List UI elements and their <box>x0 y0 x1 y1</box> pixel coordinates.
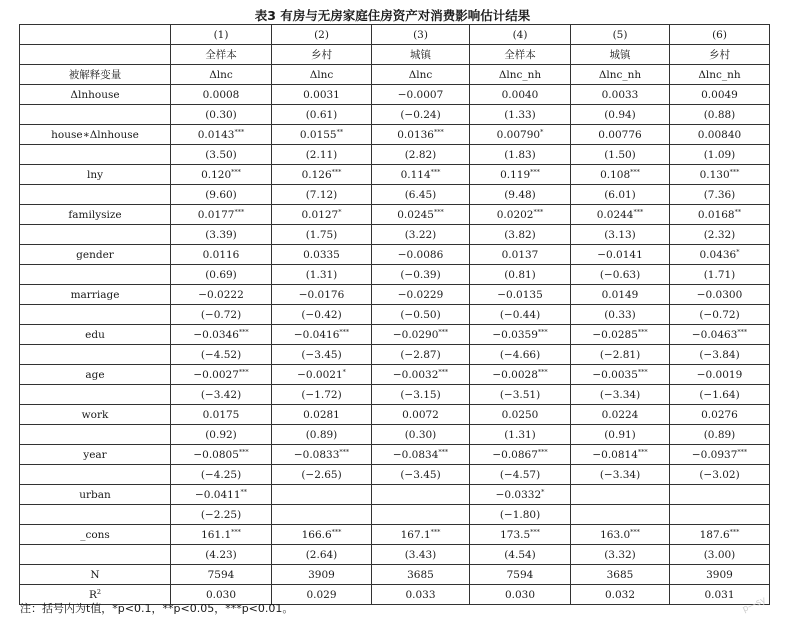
coef-cell: 0.0168** <box>670 205 770 225</box>
tstat-row <box>20 105 770 125</box>
coef-row <box>20 165 770 185</box>
dep-var: Δlnc <box>171 65 272 85</box>
coef-cell: 0.0245*** <box>372 205 470 225</box>
tstat-row <box>20 225 770 245</box>
coef-cell: 0.108*** <box>571 165 670 185</box>
coef-cell: 0.0175 <box>171 405 272 425</box>
tstat-cell: (−4.66) <box>470 345 571 365</box>
tstat-cell <box>272 505 372 525</box>
col-sample: 城镇 <box>571 45 670 65</box>
coef-cell: −0.0007 <box>372 85 470 105</box>
coef-cell: −0.0141 <box>571 245 670 265</box>
coef-cell: 0.0149 <box>571 285 670 305</box>
coef-cell: −0.0290*** <box>372 325 470 345</box>
variable-label-blank <box>20 425 171 445</box>
tstat-cell: (−0.44) <box>470 305 571 325</box>
coef-cell: −0.0867*** <box>470 445 571 465</box>
tstat-cell: (−1.80) <box>470 505 571 525</box>
coef-cell: −0.0285*** <box>571 325 670 345</box>
coef-cell: −0.0332* <box>470 485 571 505</box>
variable-label: edu <box>20 325 171 345</box>
tstat-row <box>20 505 770 525</box>
tstat-cell: (9.48) <box>470 185 571 205</box>
coef-cell: 0.0049 <box>670 85 770 105</box>
coef-cell: 0.0072 <box>372 405 470 425</box>
variable-label: familysize <box>20 205 171 225</box>
tstat-cell: (−2.65) <box>272 465 372 485</box>
dep-var: Δlnc_nh <box>470 65 571 85</box>
tstat-cell: (1.33) <box>470 105 571 125</box>
tstat-cell: (3.39) <box>171 225 272 245</box>
variable-label: marriage <box>20 285 171 305</box>
variable-label: urban <box>20 485 171 505</box>
col-number: (5) <box>571 25 670 45</box>
coef-cell: −0.0019 <box>670 365 770 385</box>
tstat-cell: (3.00) <box>670 545 770 565</box>
n-row <box>20 565 770 585</box>
tstat-cell: (0.81) <box>470 265 571 285</box>
tstat-cell: (0.89) <box>670 425 770 445</box>
coef-row <box>20 125 770 145</box>
coef-cell: 0.0136*** <box>372 125 470 145</box>
coef-cell: −0.0359*** <box>470 325 571 345</box>
coef-cell: −0.0937*** <box>670 445 770 465</box>
tstat-cell: (0.69) <box>171 265 272 285</box>
tstat-cell: (9.60) <box>171 185 272 205</box>
variable-label: lny <box>20 165 171 185</box>
coef-cell: −0.0028*** <box>470 365 571 385</box>
tstat-cell: (7.12) <box>272 185 372 205</box>
tstat-cell: (−0.42) <box>272 305 372 325</box>
tstat-cell: (1.50) <box>571 145 670 165</box>
tstat-cell: (−3.02) <box>670 465 770 485</box>
tstat-cell: (2.11) <box>272 145 372 165</box>
n-label: N <box>20 565 171 585</box>
tstat-row <box>20 185 770 205</box>
tstat-cell: (3.43) <box>372 545 470 565</box>
coef-row <box>20 325 770 345</box>
tstat-cell: (−3.15) <box>372 385 470 405</box>
coef-cell: −0.0346*** <box>171 325 272 345</box>
r2-label: $R^2$ <box>20 585 171 605</box>
tstat-cell: (3.82) <box>470 225 571 245</box>
variable-label: age <box>20 365 171 385</box>
tstat-cell: (1.31) <box>272 265 372 285</box>
coef-cell: −0.0176 <box>272 285 372 305</box>
coef-cell: 0.0116 <box>171 245 272 265</box>
coef-cell: 166.6*** <box>272 525 372 545</box>
coef-row <box>20 365 770 385</box>
col-sample: 乡村 <box>670 45 770 65</box>
coef-cell: 0.0008 <box>171 85 272 105</box>
variable-label-blank <box>20 185 171 205</box>
dep-var: Δlnc <box>272 65 372 85</box>
col-sample: 全样本 <box>171 45 272 65</box>
coef-cell: −0.0027*** <box>171 365 272 385</box>
tstat-cell: (1.75) <box>272 225 372 245</box>
tstat-row <box>20 425 770 445</box>
dep-var-label: 被解释变量 <box>20 65 171 85</box>
tstat-cell: (3.50) <box>171 145 272 165</box>
coef-cell: −0.0086 <box>372 245 470 265</box>
tstat-row <box>20 265 770 285</box>
tstat-cell: (0.88) <box>670 105 770 125</box>
coef-cell: 0.0335 <box>272 245 372 265</box>
coef-cell: 0.126*** <box>272 165 372 185</box>
variable-label-blank <box>20 385 171 405</box>
coef-row <box>20 245 770 265</box>
tstat-cell: (0.94) <box>571 105 670 125</box>
n-cell: 3685 <box>571 565 670 585</box>
coef-cell: 167.1*** <box>372 525 470 545</box>
header-row-samples <box>20 45 770 65</box>
header-row-dependent-variable <box>20 65 770 85</box>
tstat-cell <box>372 505 470 525</box>
table-body <box>20 25 770 605</box>
coef-row <box>20 445 770 465</box>
tstat-cell: (−4.52) <box>171 345 272 365</box>
coef-cell: 0.0040 <box>470 85 571 105</box>
coef-cell: 0.0127* <box>272 205 372 225</box>
coef-cell: 0.00790* <box>470 125 571 145</box>
coef-row <box>20 285 770 305</box>
col-number: (2) <box>272 25 372 45</box>
tstat-row <box>20 345 770 365</box>
tstat-cell: (−3.84) <box>670 345 770 365</box>
variable-label: year <box>20 445 171 465</box>
col-sample: 全样本 <box>470 45 571 65</box>
tstat-cell: (−3.34) <box>571 465 670 485</box>
coef-cell: 0.0202*** <box>470 205 571 225</box>
coef-cell: −0.0805*** <box>171 445 272 465</box>
coef-row <box>20 205 770 225</box>
tstat-cell: (−0.24) <box>372 105 470 125</box>
regression-table <box>19 24 770 605</box>
watermark: p—sy <box>741 595 768 615</box>
coef-cell <box>372 485 470 505</box>
tstat-cell: (−0.72) <box>171 305 272 325</box>
coef-cell: 0.0177*** <box>171 205 272 225</box>
tstat-cell: (6.45) <box>372 185 470 205</box>
coef-cell: −0.0834*** <box>372 445 470 465</box>
header-corner <box>20 25 171 45</box>
coef-cell: 163.0*** <box>571 525 670 545</box>
r2-cell: 0.029 <box>272 585 372 605</box>
tstat-cell: (0.30) <box>171 105 272 125</box>
coef-cell: 0.0137 <box>470 245 571 265</box>
coef-cell: −0.0814*** <box>571 445 670 465</box>
r2-cell: 0.030 <box>171 585 272 605</box>
header-corner <box>20 45 171 65</box>
col-number: (3) <box>372 25 470 45</box>
coef-cell: −0.0416*** <box>272 325 372 345</box>
tstat-cell: (0.61) <box>272 105 372 125</box>
variable-label-blank <box>20 505 171 525</box>
tstat-cell: (−3.51) <box>470 385 571 405</box>
table-title: 表3 有房与无房家庭住房资产对消费影响估计结果 <box>254 8 531 23</box>
n-cell: 7594 <box>171 565 272 585</box>
coef-row <box>20 85 770 105</box>
coef-cell: 0.120*** <box>171 165 272 185</box>
variable-label-blank <box>20 305 171 325</box>
coef-cell: 0.0224 <box>571 405 670 425</box>
tstat-cell: (−1.72) <box>272 385 372 405</box>
tstat-cell: (1.09) <box>670 145 770 165</box>
tstat-cell: (−3.42) <box>171 385 272 405</box>
coef-cell: −0.0222 <box>171 285 272 305</box>
coef-row <box>20 485 770 505</box>
coef-cell: 173.5*** <box>470 525 571 545</box>
variable-label: house∗Δlnhouse <box>20 125 171 145</box>
coef-cell: 0.0244*** <box>571 205 670 225</box>
tstat-cell: (1.83) <box>470 145 571 165</box>
n-cell: 7594 <box>470 565 571 585</box>
tstat-cell: (3.22) <box>372 225 470 245</box>
tstat-cell: (1.71) <box>670 265 770 285</box>
coef-cell: −0.0229 <box>372 285 470 305</box>
coef-cell: 0.0281 <box>272 405 372 425</box>
tstat-cell: (−2.87) <box>372 345 470 365</box>
variable-label-blank <box>20 265 171 285</box>
tstat-cell: (1.31) <box>470 425 571 445</box>
n-cell: 3909 <box>670 565 770 585</box>
tstat-row <box>20 545 770 565</box>
r2-cell: 0.030 <box>470 585 571 605</box>
tstat-cell: (−0.72) <box>670 305 770 325</box>
tstat-cell: (−4.25) <box>171 465 272 485</box>
tstat-cell: (0.91) <box>571 425 670 445</box>
coef-cell: 0.114*** <box>372 165 470 185</box>
col-number: (1) <box>171 25 272 45</box>
r2-cell: 0.033 <box>372 585 470 605</box>
tstat-cell: (0.30) <box>372 425 470 445</box>
variable-label: _cons <box>20 525 171 545</box>
tstat-cell: (−3.45) <box>272 345 372 365</box>
tstat-cell: (0.89) <box>272 425 372 445</box>
tstat-cell: (4.23) <box>171 545 272 565</box>
variable-label-blank <box>20 145 171 165</box>
tstat-cell: (−0.39) <box>372 265 470 285</box>
tstat-cell: (6.01) <box>571 185 670 205</box>
coef-cell: 0.00840 <box>670 125 770 145</box>
coef-cell: 0.0031 <box>272 85 372 105</box>
coef-cell: −0.0411** <box>171 485 272 505</box>
tstat-cell: (−2.81) <box>571 345 670 365</box>
coef-cell: 161.1*** <box>171 525 272 545</box>
tstat-cell: (3.32) <box>571 545 670 565</box>
n-cell: 3909 <box>272 565 372 585</box>
tstat-row <box>20 465 770 485</box>
coef-cell: 0.0250 <box>470 405 571 425</box>
tstat-cell: (4.54) <box>470 545 571 565</box>
r2-cell: 0.031 <box>670 585 770 605</box>
coef-cell: 0.0276 <box>670 405 770 425</box>
coef-cell: −0.0463*** <box>670 325 770 345</box>
tstat-cell: (−0.63) <box>571 265 670 285</box>
tstat-cell: (2.82) <box>372 145 470 165</box>
n-cell: 3685 <box>372 565 470 585</box>
coef-cell <box>571 485 670 505</box>
coef-cell: −0.0021* <box>272 365 372 385</box>
coef-cell <box>670 485 770 505</box>
tstat-cell: (0.92) <box>171 425 272 445</box>
variable-label-blank <box>20 105 171 125</box>
header-row-col-numbers <box>20 25 770 45</box>
coef-cell: 0.0155** <box>272 125 372 145</box>
tstat-cell: (−4.57) <box>470 465 571 485</box>
coef-cell: −0.0035*** <box>571 365 670 385</box>
tstat-cell: (3.13) <box>571 225 670 245</box>
tstat-cell: (2.64) <box>272 545 372 565</box>
r2-cell: 0.032 <box>571 585 670 605</box>
coef-cell: −0.0833*** <box>272 445 372 465</box>
dep-var: Δlnc_nh <box>571 65 670 85</box>
tstat-cell: (−1.64) <box>670 385 770 405</box>
variable-label: work <box>20 405 171 425</box>
tstat-cell: (−3.34) <box>571 385 670 405</box>
coef-row <box>20 405 770 425</box>
tstat-row <box>20 385 770 405</box>
variable-label-blank <box>20 465 171 485</box>
col-sample: 城镇 <box>372 45 470 65</box>
coef-cell: 0.0033 <box>571 85 670 105</box>
coef-cell: −0.0032*** <box>372 365 470 385</box>
dep-var: Δlnc_nh <box>670 65 770 85</box>
coef-cell: 187.6*** <box>670 525 770 545</box>
tstat-cell: (−0.50) <box>372 305 470 325</box>
table-note: 注：括号内为t值，*p<0.1，**p<0.05，***p<0.01。 <box>20 602 294 615</box>
coef-cell: −0.0300 <box>670 285 770 305</box>
coef-cell: 0.119*** <box>470 165 571 185</box>
coef-cell: −0.0135 <box>470 285 571 305</box>
variable-label-blank <box>20 345 171 365</box>
col-sample: 乡村 <box>272 45 372 65</box>
col-number: (4) <box>470 25 571 45</box>
tstat-cell <box>571 505 670 525</box>
tstat-cell: (0.33) <box>571 305 670 325</box>
variable-label: gender <box>20 245 171 265</box>
coef-cell: 0.0143*** <box>171 125 272 145</box>
tstat-row <box>20 145 770 165</box>
dep-var: Δlnc <box>372 65 470 85</box>
tstat-cell: (−2.25) <box>171 505 272 525</box>
coef-cell: 0.0436* <box>670 245 770 265</box>
variable-label-blank <box>20 225 171 245</box>
tstat-cell: (2.32) <box>670 225 770 245</box>
tstat-cell: (7.36) <box>670 185 770 205</box>
variable-label: Δlnhouse <box>20 85 171 105</box>
coef-cell: 0.00776 <box>571 125 670 145</box>
tstat-row <box>20 305 770 325</box>
tstat-cell: (−3.45) <box>372 465 470 485</box>
col-number: (6) <box>670 25 770 45</box>
coef-row <box>20 525 770 545</box>
coef-cell: 0.130*** <box>670 165 770 185</box>
variable-label-blank <box>20 545 171 565</box>
tstat-cell <box>670 505 770 525</box>
coef-cell <box>272 485 372 505</box>
